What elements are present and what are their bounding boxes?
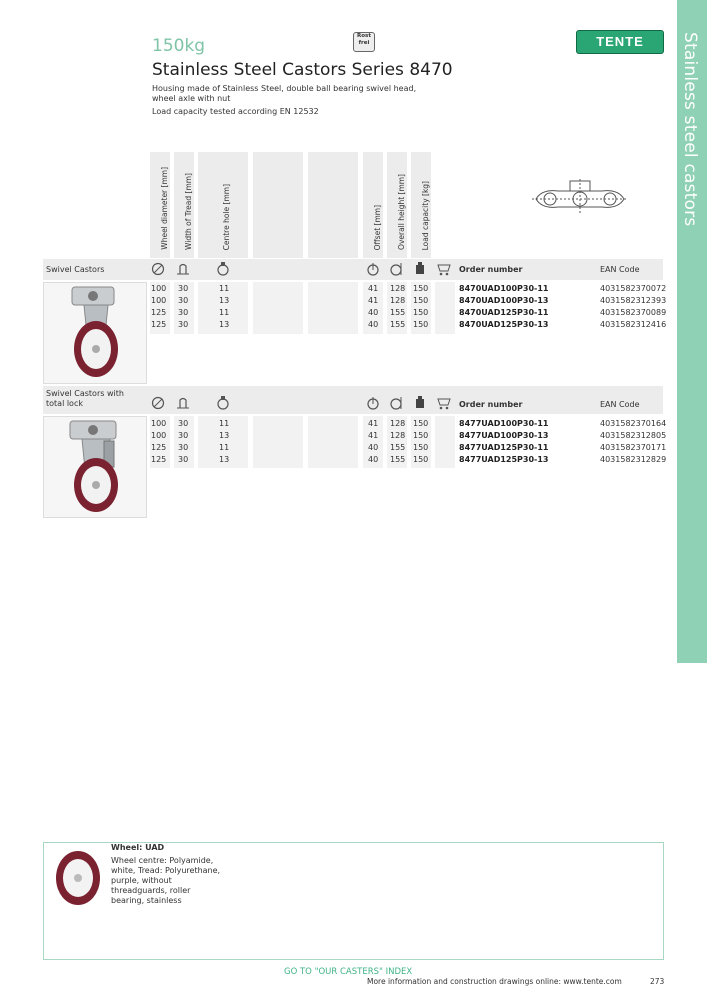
cell-oh: 155 [390,443,406,452]
col-overall-height [387,152,407,258]
cell-order: 8477UAD100P30-11 [459,419,549,428]
cell-o: 40 [368,455,379,464]
col-wheel-diameter [150,152,170,258]
offset-icon [366,262,380,276]
col-centre-hole [198,152,248,258]
product-description: Housing made of Stainless Steel, double ball bearing swivel head, wheel axle with nut [152,84,417,103]
col-centre-hole-label: Centre hole [mm] [222,183,231,250]
centre-hole-icon [216,262,230,276]
order-number-header: Order number [459,265,523,274]
cell-oh: 128 [390,296,406,305]
cell-oh: 155 [390,308,406,317]
wheel-diameter-icon [151,262,165,276]
order-number-header: Order number [459,400,523,409]
cell-h: 13 [219,296,230,305]
cell-order: 8477UAD125P30-13 [459,455,549,464]
cell-d: 100 [151,284,167,293]
cell-w: 30 [178,443,189,452]
cell-lc: 150 [413,419,429,428]
cell-w: 30 [178,455,189,464]
wheel-diameter-icon [151,396,165,410]
cell-w: 30 [178,431,189,440]
wheel-description: Wheel centre: Polyamide, white, Tread: Polyurethane, purple, without threadguards, roller bearing, stainless [111,856,221,905]
load-capacity-icon [413,396,427,410]
cell-h: 13 [219,320,230,329]
col-load-capacity-label: Load capacity [kg] [421,180,430,250]
col-tread-width-label: Width of Tread [mm] [184,172,193,250]
cell-d: 125 [151,443,167,452]
cell-ean: 4031582312393 [600,296,667,305]
cell-oh: 155 [390,455,406,464]
wheel-photo [50,848,106,908]
cell-o: 41 [368,419,379,428]
section-label-total-lock: Swivel Castors with total lock [46,389,124,408]
cell-order: 8470UAD125P30-13 [459,320,549,329]
swivel-castor-photo [43,282,147,384]
col-overall-height-label: Overall height [mm] [397,174,406,250]
col-load-capacity [411,152,431,258]
side-tab [677,0,707,663]
cell-o: 41 [368,296,379,305]
test-standard: Load capacity tested according EN 12532 [152,107,319,116]
tread-width-icon [176,262,190,276]
cell-lc: 150 [413,284,429,293]
overall-height-icon [389,396,403,410]
tread-width-icon [176,396,190,410]
cell-oh: 128 [390,284,406,293]
cell-h: 13 [219,431,230,440]
castor-drawing-icon [528,177,632,217]
cell-d: 100 [151,419,167,428]
page-title: Stainless Steel Castors Series 8470 [152,60,453,80]
centre-hole-icon [216,396,230,410]
cell-ean: 4031582370171 [600,443,667,452]
cell-order: 8477UAD125P30-11 [459,443,549,452]
cell-h: 11 [219,419,230,428]
col-empty-1 [253,152,303,258]
order-cart-icon [437,262,451,276]
cell-ean: 4031582312829 [600,455,667,464]
cell-w: 30 [178,284,189,293]
cell-o: 40 [368,443,379,452]
cell-oh: 128 [390,431,406,440]
cell-w: 30 [178,419,189,428]
cell-ean: 4031582370089 [600,308,667,317]
overall-height-icon [389,262,403,276]
ean-header: EAN Code [600,265,640,274]
cell-w: 30 [178,296,189,305]
cell-h: 11 [219,308,230,317]
cell-o: 41 [368,284,379,293]
cell-d: 100 [151,296,167,305]
cell-ean: 4031582312805 [600,431,667,440]
cell-ean: 4031582370164 [600,419,667,428]
col-empty-2 [308,152,358,258]
ean-header: EAN Code [600,400,640,409]
section-label-swivel: Swivel Castors [46,265,105,274]
cell-o: 40 [368,308,379,317]
cell-order: 8470UAD125P30-11 [459,308,549,317]
casters-index-link[interactable]: GO TO "OUR CASTERS" INDEX [284,967,413,977]
cell-lc: 150 [413,431,429,440]
cell-ean: 4031582370072 [600,284,667,293]
section-band-swivel [43,259,663,280]
cell-d: 100 [151,431,167,440]
cell-d: 125 [151,455,167,464]
cell-o: 41 [368,431,379,440]
cell-w: 30 [178,308,189,317]
cell-d: 125 [151,320,167,329]
tente-logo: TENTE [576,30,664,54]
col-offset-label: Offset [mm] [373,204,382,250]
load-weight: 150kg [152,36,206,56]
cell-d: 125 [151,308,167,317]
wheel-title: Wheel: UAD [111,843,165,852]
cell-lc: 150 [413,443,429,452]
order-cart-icon [437,396,451,410]
col-wheel-diameter-label: Wheel diameter [mm] [160,167,169,250]
side-tab-label: Stainless steel castors [680,32,700,227]
cell-h: 11 [219,284,230,293]
cell-oh: 128 [390,419,406,428]
footer-info: More information and construction drawings online: www.tente.com [367,977,622,986]
cell-order: 8470UAD100P30-13 [459,296,549,305]
cell-h: 11 [219,443,230,452]
total-lock-castor-photo [43,416,147,518]
cell-ean: 4031582312416 [600,320,667,329]
cell-lc: 150 [413,455,429,464]
cell-lc: 150 [413,308,429,317]
cell-oh: 155 [390,320,406,329]
load-capacity-icon [413,262,427,276]
cell-order: 8470UAD100P30-11 [459,284,549,293]
cell-lc: 150 [413,320,429,329]
rost-frei-badge: Rost frei [353,32,375,52]
cell-h: 13 [219,455,230,464]
offset-icon [366,396,380,410]
col-offset [363,152,383,258]
cell-lc: 150 [413,296,429,305]
cell-o: 40 [368,320,379,329]
page-number: 273 [650,977,665,986]
col-tread-width [174,152,194,258]
cell-order: 8477UAD100P30-13 [459,431,549,440]
cell-w: 30 [178,320,189,329]
